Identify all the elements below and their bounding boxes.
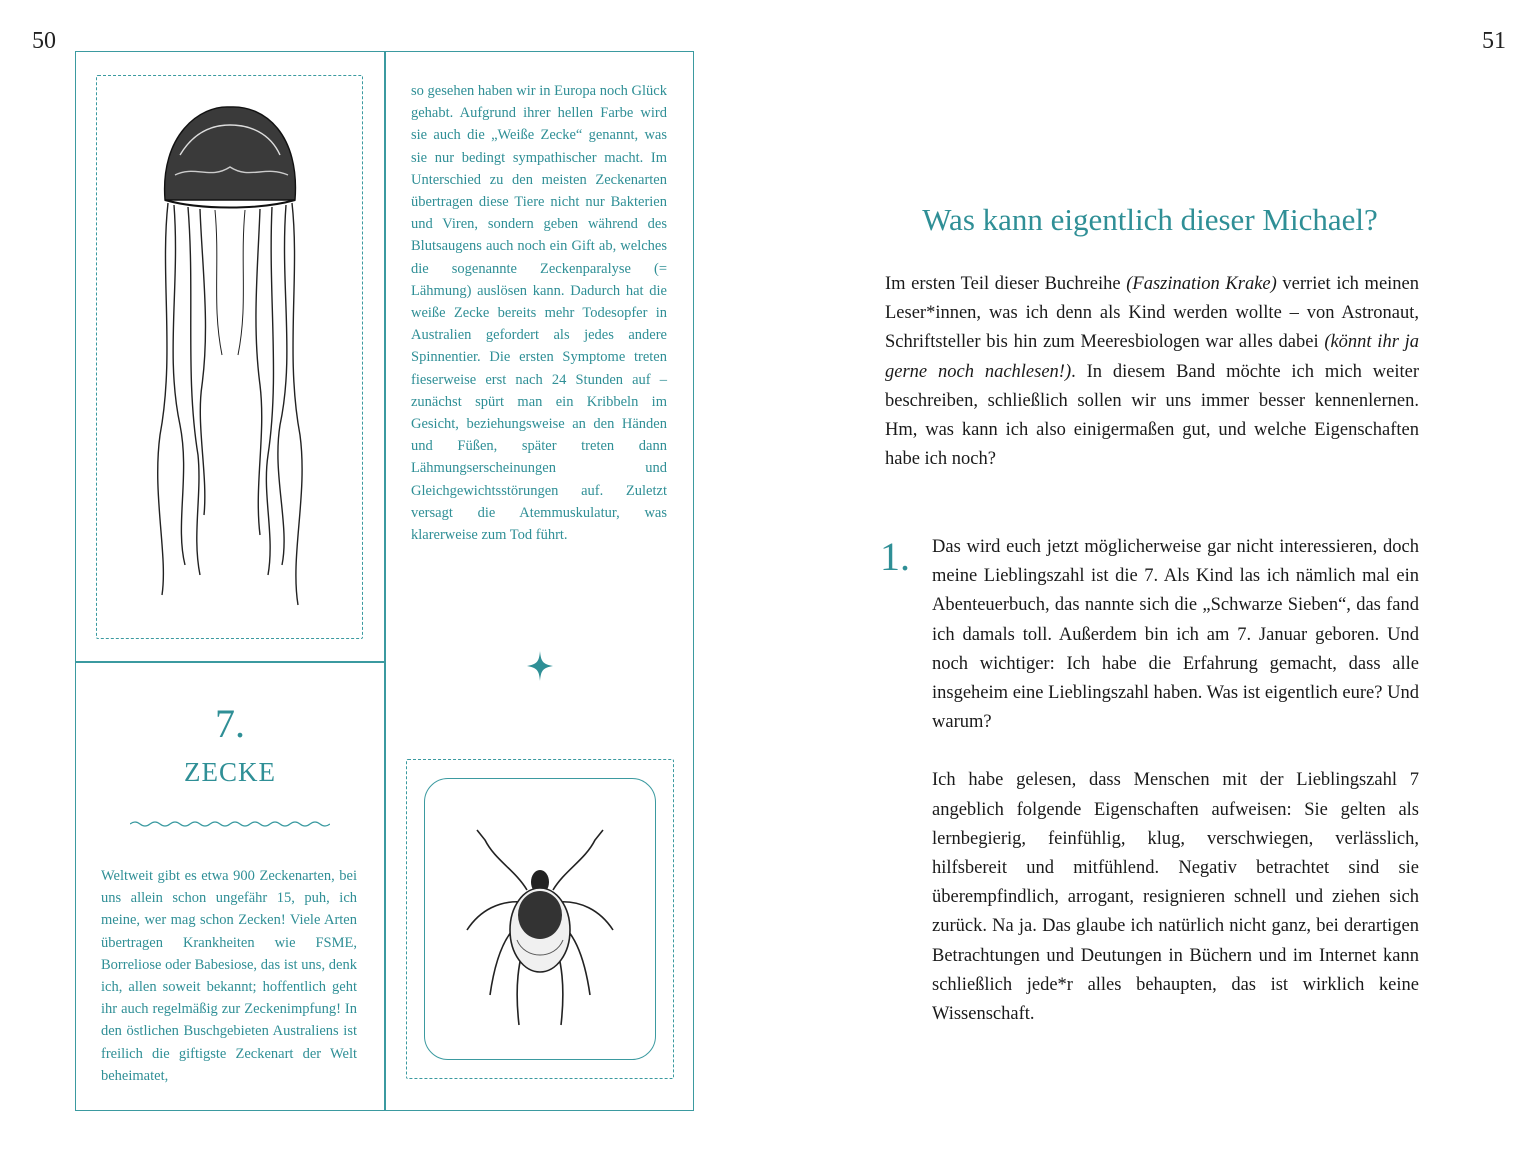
item-number: 1. xyxy=(880,534,910,579)
item-paragraph-2: Ich habe gelesen, dass Menschen mit der Lieblingszahl 7 angeblich folgende Eigenschaften aufweisen: Sie gelten als lernbegierig, feinfühlig, klug, verschwiegen, verlässlich, hilfsbereit und mitfühlend. Negativ betrachtet sind sie überempfindlich, arrogant, resignieren schnell und ziehen sich zurück. Na ja. Das glaube ich natürlich nicht ganz, bei derartigen Betrachtungen und Deutungen in Büchern und im Internet kann schließlich jede*r alles behaupten, das ist wirklich keine Wissenschaft. xyxy=(932,770,1419,1025)
column-text-continued xyxy=(411,80,667,546)
tick-illustration xyxy=(455,820,625,1030)
item-paragraph-1: Das wird euch jetzt möglicherweise gar nicht interessieren, doch meine Lieblingszahl ist die 7. Als Kind las ich nämlich mal ein Abenteuerbuch, das nannte sich die „Schwarze Sieben“, das fand ich damals toll. Außerdem bin ich am 7. Januar geboren. Und noch wichtiger: Ich habe die Erfahrung gemacht, dass alle insgeheim eine Lieblingszahl haben. Was ist eigentlich eure? Und warum? xyxy=(932,537,1419,733)
entry-paragraph: Weltweit gibt es etwa 900 Zeckenarten, bei uns allein schon ungefähr 15, puh, ich meine, wer mag schon Zecken! Viele Arten übertragen Krankheiten wie FSME, Borreliose oder Babesiose, das ist uns, denk ich, allen soweit bekannt; hoffentlich geht ihr auch regelmäßig zur Zeckenimpfung! In den östlichen Buschgebieten Australiens ist freilich die giftigste Zeckenart der Welt beheimatet, xyxy=(101,868,357,1084)
intro-text xyxy=(885,270,1419,474)
frame-divider-horizontal xyxy=(75,661,385,663)
intro-segment: . In diesem Band möchte ich mich weiter beschreiben, schließlich sollen wir uns immer besser kennenlernen. Hm, was kann ich also einigermaßen gut, und welche Eigenschaften habe ich noch? xyxy=(885,361,1419,470)
entry-text xyxy=(101,865,357,1087)
frame-divider-vertical xyxy=(384,51,386,1111)
entry-title: ZECKE xyxy=(184,757,276,787)
page-number-right: 51 xyxy=(1482,28,1506,54)
intro-italic-aside: (könnt ihr ja gerne noch nachlesen!) xyxy=(885,332,1420,382)
entry-header xyxy=(75,700,385,747)
entry-number: 7. xyxy=(215,701,245,746)
jellyfish-illustration xyxy=(140,95,320,615)
intro-italic-title: (Faszination Krake) xyxy=(1126,274,1277,294)
chapter-heading: Was kann eigentlich dieser Michael? xyxy=(922,202,1378,237)
wavy-divider xyxy=(130,819,330,829)
sparkle-star-icon xyxy=(526,650,554,682)
item-number-wrap xyxy=(880,533,910,580)
intro-segment: verriet ich meinen Leser*innen, was ich denn als Kind werden wollte – von Astronaut, Schriftsteller bis hin zum Meeresbiologen war alles dabei xyxy=(885,274,1420,353)
column-paragraph: so gesehen haben wir in Europa noch Glück gehabt. Aufgrund ihrer hellen Farbe wird sie auch die „Weiße Zecke“ genannt, was sie nur bedingt sympathischer macht. Im Unterschied zu den meisten Zeckenarten übertragen diese Tiere nicht nur Bakterien und Viren, sondern geben während des Blutsaugens auch noch ein Gift ab, welches die sogenannte Zeckenparalyse (= Lähmung) auslösen kann. Dadurch hat die weiße Zecke bereits mehr Todesopfer in Australien gefordert als jedes andere Spinnentier. Die ersten Symptome treten fieserweise erst nach 24 Stunden auf – zunächst spürt man ein Kribbeln im Gesicht, beziehungsweise an den Händen und Füßen, später treten dann Lähmungserscheinungen und Gleichgewichtsstörungen auf. Zuletzt versagt die Atemmuskulatur, was klarerweise zum Tod führt. xyxy=(411,83,667,544)
chapter-heading-wrap xyxy=(860,202,1440,238)
intro-segment: Im ersten Teil dieser Buchreihe xyxy=(885,274,1127,294)
intro-paragraph xyxy=(885,270,1419,474)
item-text xyxy=(932,533,1419,1029)
page-number-left: 50 xyxy=(32,28,56,54)
